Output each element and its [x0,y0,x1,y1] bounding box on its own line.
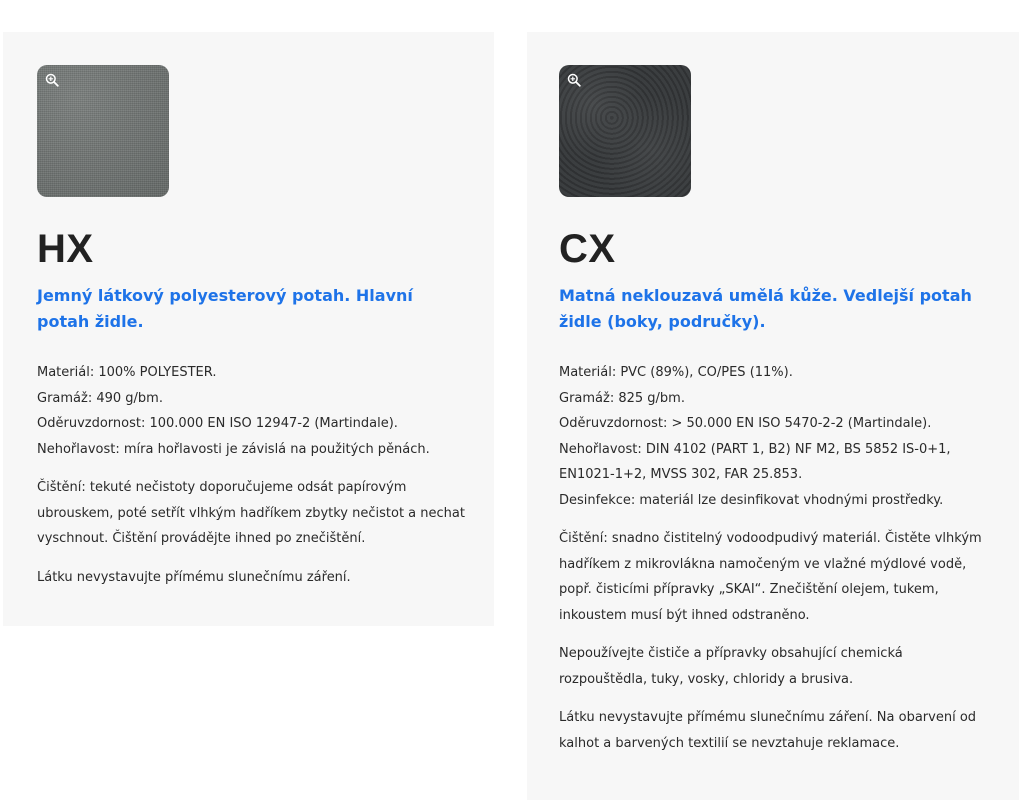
fabric-swatch-hx[interactable] [37,65,169,197]
fabric-tagline: Matná neklouzavá umělá kůže. Vedlejší potah židle (boky, područky). [559,286,972,331]
chemicals-paragraph: Nepoužívejte čističe a přípravky obsahující chemická rozpouštědla, tuky, vosky, chloridy a brusiva. [559,646,903,687]
zoom-in-icon[interactable] [567,73,581,87]
cleaning-paragraph: Čištění: snadno čistitelný vodoodpudivý materiál. Čistěte vlhkým hadříkem z mikrovlákna namočeným ve vlažné mýdlové vodě, popř. čisticími přípravky „SKAI“. Znečištění olejem, tukem, inkoustem musí být ihned odstraněno. [559,531,982,623]
zoom-in-icon[interactable] [45,73,59,87]
spec-abrasion: Oděruvzdornost: 100.000 EN ISO 12947-2 (Martindale). [37,416,398,431]
spec-flammability-cont: EN1021-1+2, MVSS 302, FAR 25.853. [559,467,803,482]
fabric-card-hx [3,32,494,626]
spec-abrasion: Oděruvzdornost: > 50.000 EN ISO 5470-2-2 (Martindale). [559,416,932,431]
fabric-specs [37,360,464,462]
cleaning-paragraph: Čištění: tekuté nečistoty doporučujeme odsát papírovým ubrouskem, poté setřít vlhkým hadříkem zbytky nečistot a nechat vyschnout. Čištění provádějte ihned po znečištění. [37,480,465,546]
spec-weight: Gramáž: 490 g/bm. [37,390,163,406]
fabric-specs [559,360,989,513]
spec-flammability: Nehořlavost: míra hořlavosti je závislá na použitých pěnách. [37,441,430,457]
fabric-swatch-cx[interactable] [559,65,691,197]
fabric-code: HX [37,227,94,271]
spec-weight: Gramáž: 825 g/bm. [559,390,685,406]
sunlight-paragraph: Látku nevystavujte přímému slunečnímu záření. [37,569,351,585]
spec-material: Materiál: PVC (89%), CO/PES (11%). [559,365,793,380]
spec-flammability: Nehořlavost: DIN 4102 (PART 1, B2) NF M2, BS 5852 IS-0+1, [559,441,951,457]
fabric-code: CX [559,227,616,271]
fabric-card-cx [527,32,1019,800]
sunlight-paragraph: Látku nevystavujte přímému slunečnímu záření. Na obarvení od kalhot a barvených textilií se nevztahuje reklamace. [559,710,977,751]
spec-material: Materiál: 100% POLYESTER. [37,365,217,380]
fabric-tagline: Jemný látkový polyesterový potah. Hlavní potah židle. [37,286,413,331]
spec-disinfection: Desinfekce: materiál lze desinfikovat vhodnými prostředky. [559,492,944,508]
